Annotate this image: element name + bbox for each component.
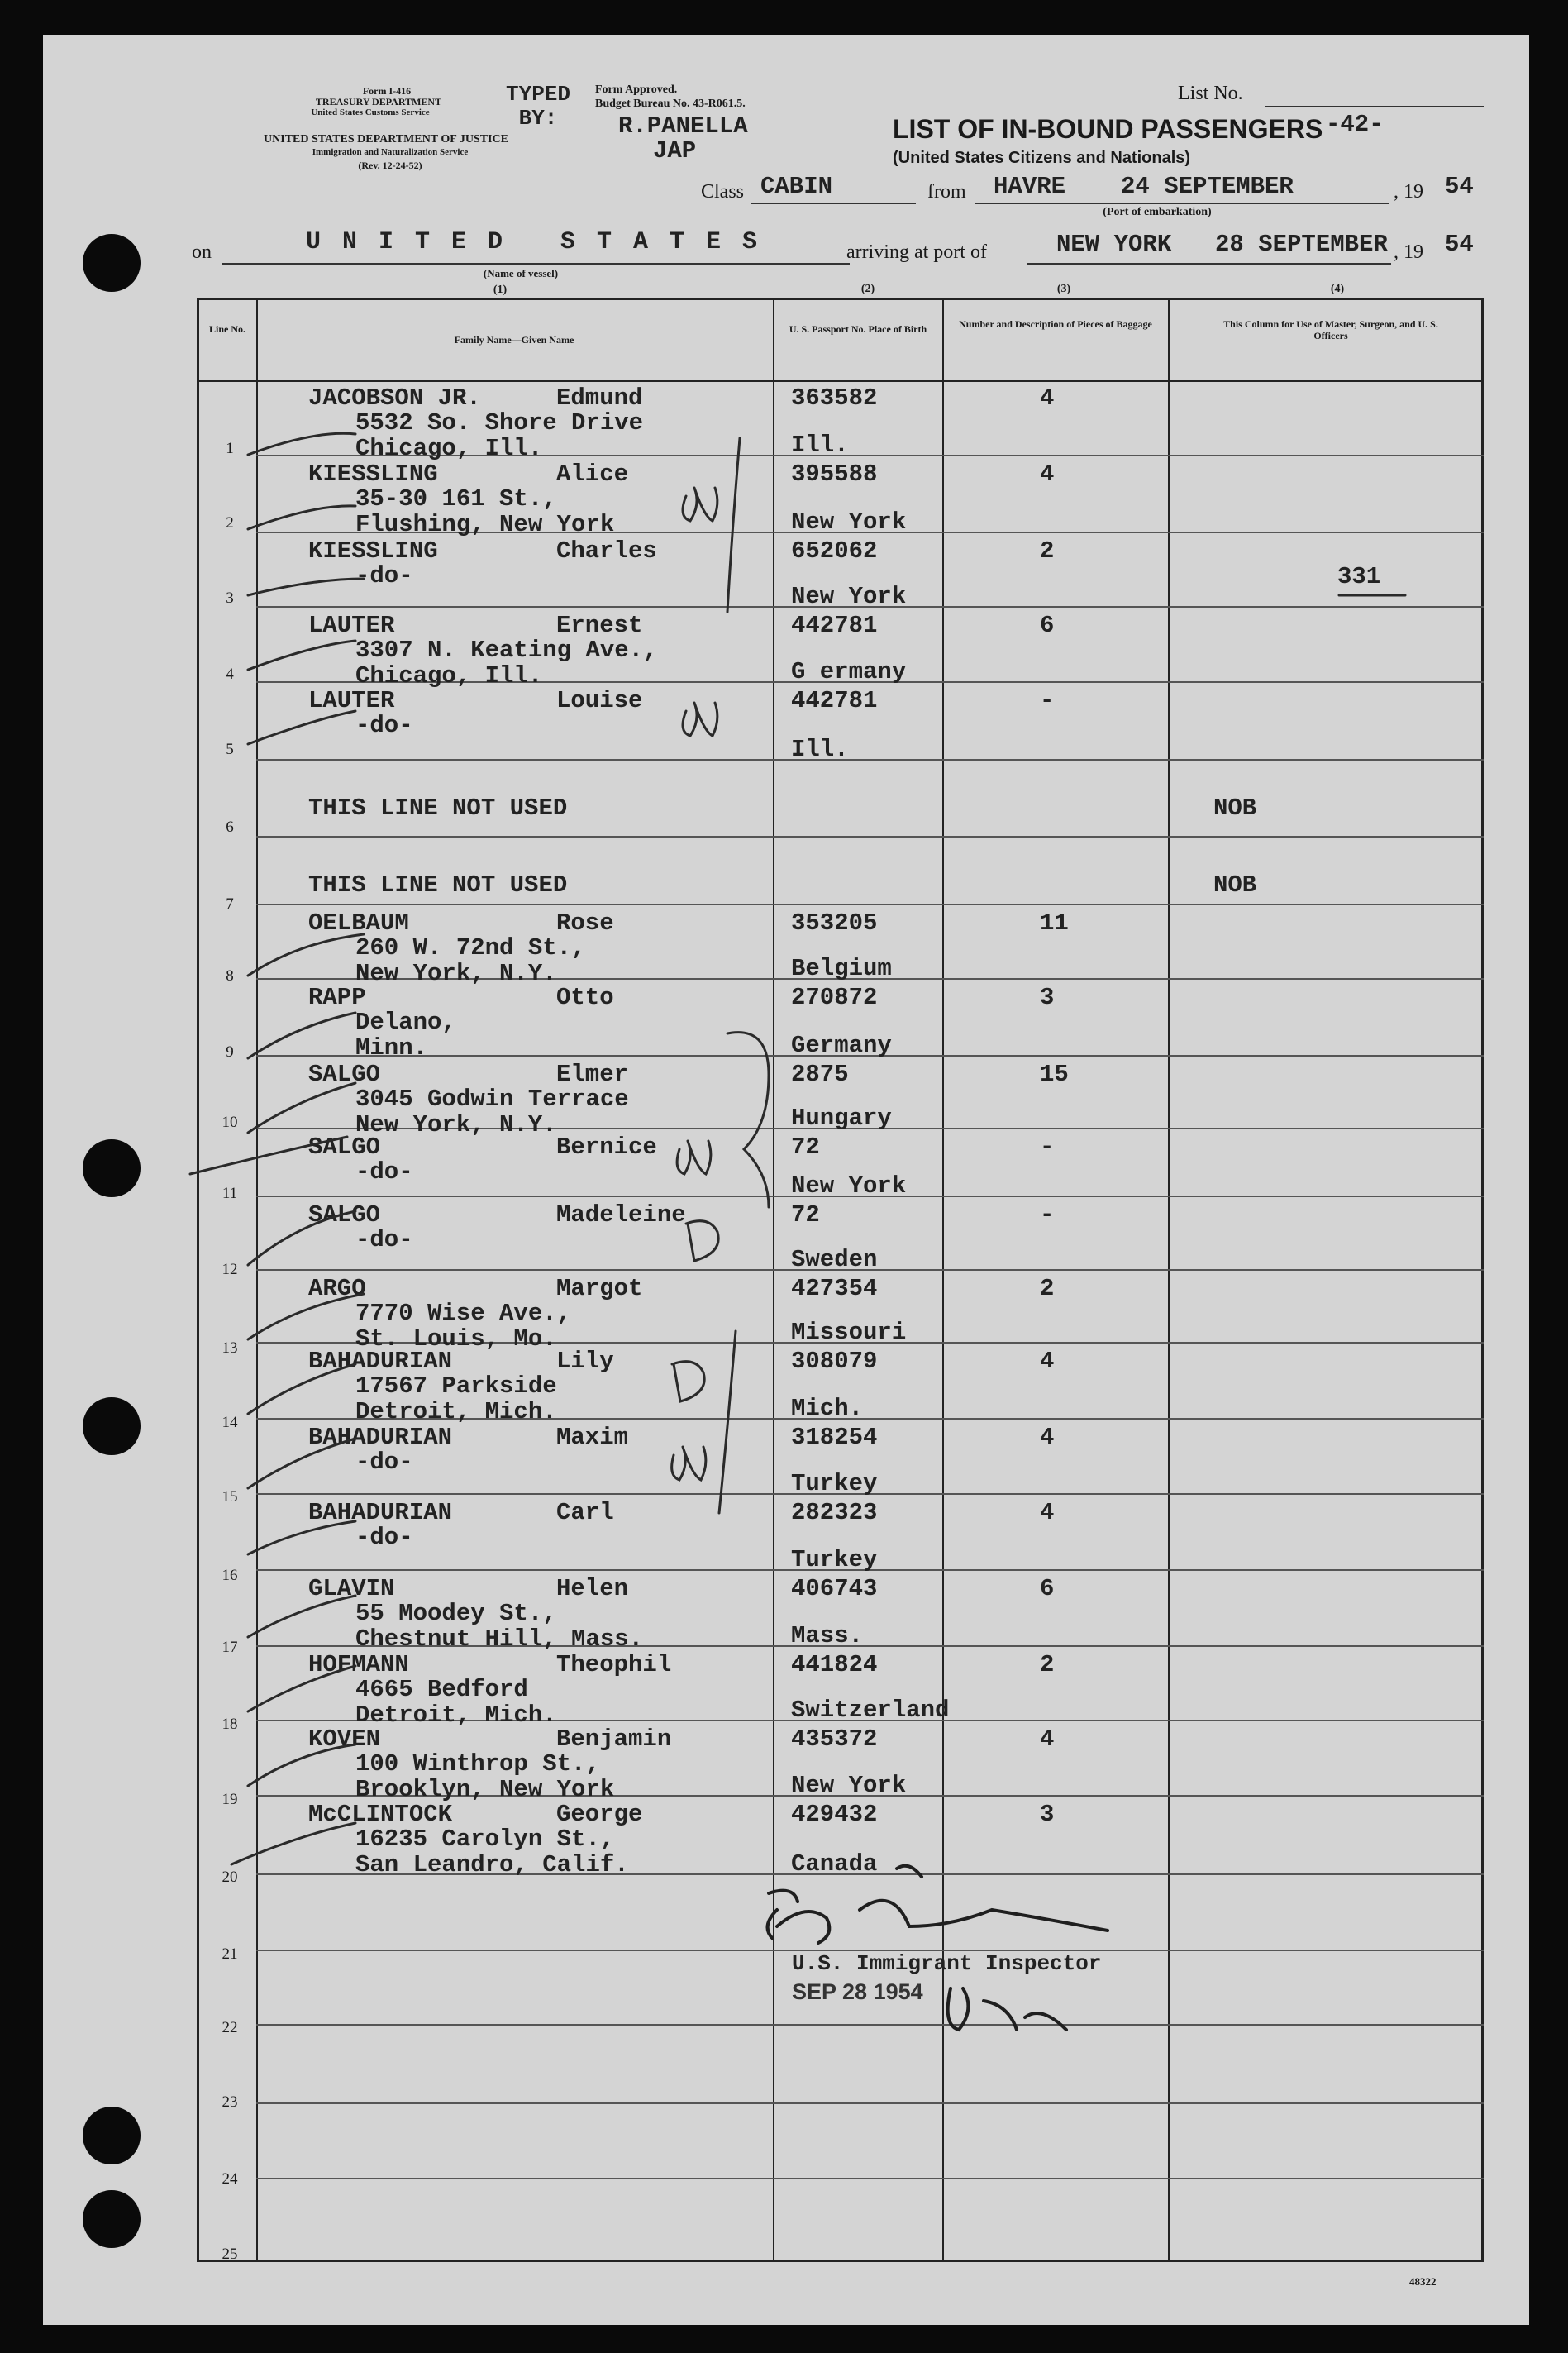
place-of-birth: Turkey	[791, 1470, 878, 1497]
passport-number: 429432	[791, 1801, 878, 1828]
baggage-count: 4	[1040, 1348, 1055, 1375]
family-name: SALGO	[308, 1134, 381, 1161]
address-line-1: 55 Moodey St.,	[355, 1600, 557, 1627]
address-line-1: 16235 Carolyn St.,	[355, 1826, 615, 1853]
address-line-2: New York, N.Y.	[355, 960, 557, 987]
baggage-count: 3	[1040, 1801, 1055, 1828]
given-name: Edmund	[556, 384, 643, 412]
header-line-no: Line No.	[208, 323, 245, 335]
col-num-4: (4)	[1330, 283, 1345, 295]
family-name: KOVEN	[308, 1725, 381, 1753]
family-name: GLAVIN	[308, 1575, 395, 1602]
class-label: Class	[701, 181, 745, 203]
given-name: Charles	[556, 537, 657, 565]
passport-number: 308079	[791, 1348, 878, 1375]
arriving-label: arriving at port of	[846, 241, 987, 263]
baggage-count: -	[1040, 687, 1055, 714]
passport-number: 72	[791, 1201, 820, 1229]
given-name: Otto	[556, 984, 614, 1011]
place-of-birth: G ermany	[791, 658, 907, 685]
given-name: Ernest	[556, 612, 643, 639]
arrival-year: 54	[1445, 231, 1474, 258]
passport-number: 282323	[791, 1499, 878, 1526]
family-name: JACOBSON JR.	[308, 384, 481, 412]
embark-caption: (Port of embarkation)	[1103, 206, 1212, 218]
passport-number: 363582	[791, 384, 878, 412]
family-name: HOFMANN	[308, 1651, 409, 1678]
baggage-count: 4	[1040, 461, 1055, 488]
line-number: 20	[222, 1869, 238, 1886]
place-of-birth: Mich.	[791, 1395, 864, 1422]
line-number: 3	[226, 589, 234, 607]
manifest-subtitle: (United States Citizens and Nationals)	[893, 149, 1191, 167]
passport-number: 2875	[791, 1061, 849, 1088]
line-number: 1	[226, 440, 234, 457]
baggage-count: 6	[1040, 612, 1055, 639]
family-name: LAUTER	[308, 612, 395, 639]
header-passport: U. S. Passport No. Place of Birth	[789, 323, 927, 335]
form-number: Form I-416	[362, 85, 412, 97]
header-name: Family Name—Given Name	[454, 334, 574, 346]
embark-port: HAVRE	[994, 173, 1066, 200]
passport-number: 441824	[791, 1651, 878, 1678]
list-no-label: List No.	[1178, 83, 1243, 104]
baggage-count: 4	[1040, 1725, 1055, 1753]
family-name: SALGO	[308, 1201, 381, 1229]
passport-number: 406743	[791, 1575, 878, 1602]
line-number: 12	[222, 1261, 238, 1278]
address-line-2: Detroit, Mich.	[355, 1398, 557, 1425]
place-of-birth: New York	[791, 508, 907, 536]
address-line-2: New York, N.Y.	[355, 1111, 557, 1138]
family-name: BAHADURIAN	[308, 1499, 453, 1526]
place-of-birth: New York	[791, 583, 907, 610]
baggage-count: 15	[1040, 1061, 1069, 1088]
date-stamp: SEP 28 1954	[792, 1979, 923, 2004]
address-line-2: Chestnut Hill, Mass.	[355, 1625, 644, 1653]
address-line-2: Minn.	[355, 1034, 428, 1062]
line-number: 19	[222, 1791, 238, 1808]
baggage-count: 4	[1040, 1424, 1055, 1451]
passport-number: 353205	[791, 909, 878, 937]
line-number: 10	[222, 1114, 238, 1131]
family-name: BAHADURIAN	[308, 1348, 453, 1375]
family-name: SALGO	[308, 1061, 381, 1088]
arrival-port: NEW YORK	[1056, 231, 1172, 258]
class-value: CABIN	[760, 173, 833, 200]
address-line-2: Chicago, Ill.	[355, 435, 543, 462]
address-line-2: Chicago, Ill.	[355, 662, 543, 690]
baggage-count: -	[1040, 1201, 1055, 1229]
line-number: 24	[222, 2170, 238, 2188]
address-line-1: 100 Winthrop St.,	[355, 1750, 600, 1778]
line-number: 7	[226, 895, 234, 913]
address-line-1: 3045 Godwin Terrace	[355, 1086, 629, 1113]
budget-bureau: Budget Bureau No. 43-R061.5.	[595, 98, 746, 110]
officer-note: NOB	[1213, 795, 1257, 822]
place-of-birth: Turkey	[791, 1546, 878, 1573]
given-name: Alice	[556, 461, 629, 488]
address-line-1: Delano,	[355, 1009, 456, 1036]
given-name: Benjamin	[556, 1725, 672, 1753]
list-number: -42-	[1326, 111, 1384, 138]
family-name: KIESSLING	[308, 537, 438, 565]
address-line-1: -do-	[355, 1449, 413, 1476]
family-name: THIS LINE NOT USED	[308, 795, 568, 822]
family-name: THIS LINE NOT USED	[308, 871, 568, 899]
place-of-birth: Ill.	[791, 736, 849, 763]
justice-dept: UNITED STATES DEPARTMENT OF JUSTICE	[264, 133, 508, 146]
address-line-1: 7770 Wise Ave.,	[355, 1300, 572, 1327]
baggage-count: 11	[1040, 909, 1069, 937]
address-line-1: 260 W. 72nd St.,	[355, 934, 586, 962]
given-name: Lily	[556, 1348, 614, 1375]
line-number: 17	[222, 1639, 238, 1656]
address-line-1: 3307 N. Keating Ave.,	[355, 637, 658, 664]
place-of-birth: Switzerland	[791, 1697, 950, 1724]
year-prefix-2: , 19	[1394, 241, 1423, 263]
baggage-count: 4	[1040, 1499, 1055, 1526]
line-number: 14	[222, 1414, 238, 1431]
line-number: 21	[222, 1945, 238, 1963]
place-of-birth: New York	[791, 1772, 907, 1799]
address-line-1: 35-30 161 St.,	[355, 485, 557, 513]
place-of-birth: New York	[791, 1172, 907, 1200]
place-of-birth: Germany	[791, 1032, 892, 1059]
address-line-2: Flushing, New York	[355, 511, 615, 538]
arrival-date: 28 SEPTEMBER	[1215, 231, 1388, 258]
typist-initials: JAP	[653, 137, 697, 165]
typed-by: TYPED BY:	[505, 82, 570, 131]
passport-number: 270872	[791, 984, 878, 1011]
address-line-1: -do-	[355, 1226, 413, 1253]
line-number: 6	[226, 819, 234, 836]
customs-service: United States Customs Service	[311, 107, 430, 117]
col-num-1: (1)	[493, 284, 508, 296]
given-name: Helen	[556, 1575, 629, 1602]
baggage-count: 2	[1040, 1651, 1055, 1678]
address-line-2: San Leandro, Calif.	[355, 1851, 629, 1878]
given-name: Bernice	[556, 1134, 657, 1161]
family-name: KIESSLING	[308, 461, 438, 488]
address-line-1: -do-	[355, 562, 413, 589]
vessel-caption: (Name of vessel)	[483, 267, 559, 279]
officer-note: NOB	[1213, 871, 1257, 899]
address-line-1: -do-	[355, 1524, 413, 1551]
family-name: ARGO	[308, 1275, 366, 1302]
officer-note: 331	[1337, 563, 1381, 590]
baggage-count: 2	[1040, 1275, 1055, 1302]
typist-name: R.PANELLA	[618, 112, 748, 140]
vessel-name: UNITED STATES	[306, 228, 779, 256]
header-baggage: Number and Description of Pieces of Baggage	[959, 318, 1152, 330]
passport-number: 395588	[791, 461, 878, 488]
place-of-birth: Sweden	[791, 1246, 878, 1273]
address-line-1: 4665 Bedford	[355, 1676, 528, 1703]
line-number: 2	[226, 514, 234, 532]
place-of-birth: Belgium	[791, 955, 892, 982]
baggage-count: 2	[1040, 537, 1055, 565]
passport-number: 318254	[791, 1424, 878, 1451]
family-name: BAHADURIAN	[308, 1424, 453, 1451]
baggage-count: -	[1040, 1134, 1055, 1161]
form-approved: Form Approved.	[595, 84, 678, 96]
line-number: 18	[222, 1716, 238, 1733]
place-of-birth: Hungary	[791, 1105, 892, 1132]
line-number: 23	[222, 2093, 238, 2111]
embark-date: 24 SEPTEMBER	[1121, 173, 1294, 200]
given-name: Rose	[556, 909, 614, 937]
line-number: 11	[222, 1185, 238, 1202]
given-name: Maxim	[556, 1424, 629, 1451]
year-prefix-1: , 19	[1394, 181, 1423, 203]
footer-number: 48322	[1409, 2275, 1437, 2288]
line-number: 15	[222, 1488, 238, 1506]
address-line-1: 17567 Parkside	[355, 1372, 557, 1400]
given-name: Margot	[556, 1275, 643, 1302]
address-line-2: St. Louis, Mo.	[355, 1325, 557, 1353]
line-number: 16	[222, 1567, 238, 1584]
col-num-2: (2)	[860, 283, 875, 295]
place-of-birth: Ill.	[791, 432, 849, 459]
from-label: from	[927, 181, 966, 203]
family-name: McCLINTOCK	[308, 1801, 453, 1828]
given-name: Theophil	[556, 1651, 672, 1678]
col-num-3: (3)	[1056, 283, 1071, 295]
line-number: 5	[226, 741, 234, 758]
given-name: George	[556, 1801, 643, 1828]
line-number: 22	[222, 2019, 238, 2036]
header-officers: This Column for Use of Master, Surgeon, and U. S. Officers	[1223, 318, 1438, 341]
baggage-count: 3	[1040, 984, 1055, 1011]
address-line-1: -do-	[355, 712, 413, 739]
line-number: 13	[222, 1339, 238, 1357]
place-of-birth: Canada	[791, 1850, 878, 1878]
given-name: Madeleine	[556, 1201, 686, 1229]
family-name: LAUTER	[308, 687, 395, 714]
form-revision: (Rev. 12-24-52)	[358, 160, 422, 171]
passport-number: 652062	[791, 537, 878, 565]
given-name: Elmer	[556, 1061, 629, 1088]
baggage-count: 4	[1040, 384, 1055, 412]
ins-service: Immigration and Naturalization Service	[312, 147, 469, 157]
line-number: 8	[226, 967, 234, 985]
place-of-birth: Mass.	[791, 1622, 864, 1649]
line-number: 9	[226, 1043, 234, 1061]
given-name: Carl	[556, 1499, 614, 1526]
inspector-title: U.S. Immigrant Inspector	[792, 1951, 1102, 1976]
address-line-1: 5532 So. Shore Drive	[355, 409, 644, 437]
embark-year: 54	[1445, 173, 1474, 200]
passport-number: 442781	[791, 687, 878, 714]
family-name: RAPP	[308, 984, 366, 1011]
baggage-count: 6	[1040, 1575, 1055, 1602]
line-number: 4	[226, 666, 234, 683]
passport-number: 435372	[791, 1725, 878, 1753]
treasury-dept: TREASURY DEPARTMENT	[315, 96, 442, 107]
given-name: Louise	[556, 687, 643, 714]
address-line-2: Detroit, Mich.	[355, 1702, 557, 1729]
on-label: on	[192, 241, 212, 263]
passport-number: 72	[791, 1134, 820, 1161]
address-line-1: -do-	[355, 1158, 413, 1186]
family-name: OELBAUM	[308, 909, 409, 937]
line-number: 25	[222, 2246, 238, 2263]
address-line-2: Brooklyn, New York	[355, 1776, 615, 1803]
place-of-birth: Missouri	[791, 1319, 907, 1346]
passport-number: 427354	[791, 1275, 878, 1302]
passport-number: 442781	[791, 612, 878, 639]
manifest-title: LIST OF IN-BOUND PASSENGERS	[893, 114, 1323, 144]
